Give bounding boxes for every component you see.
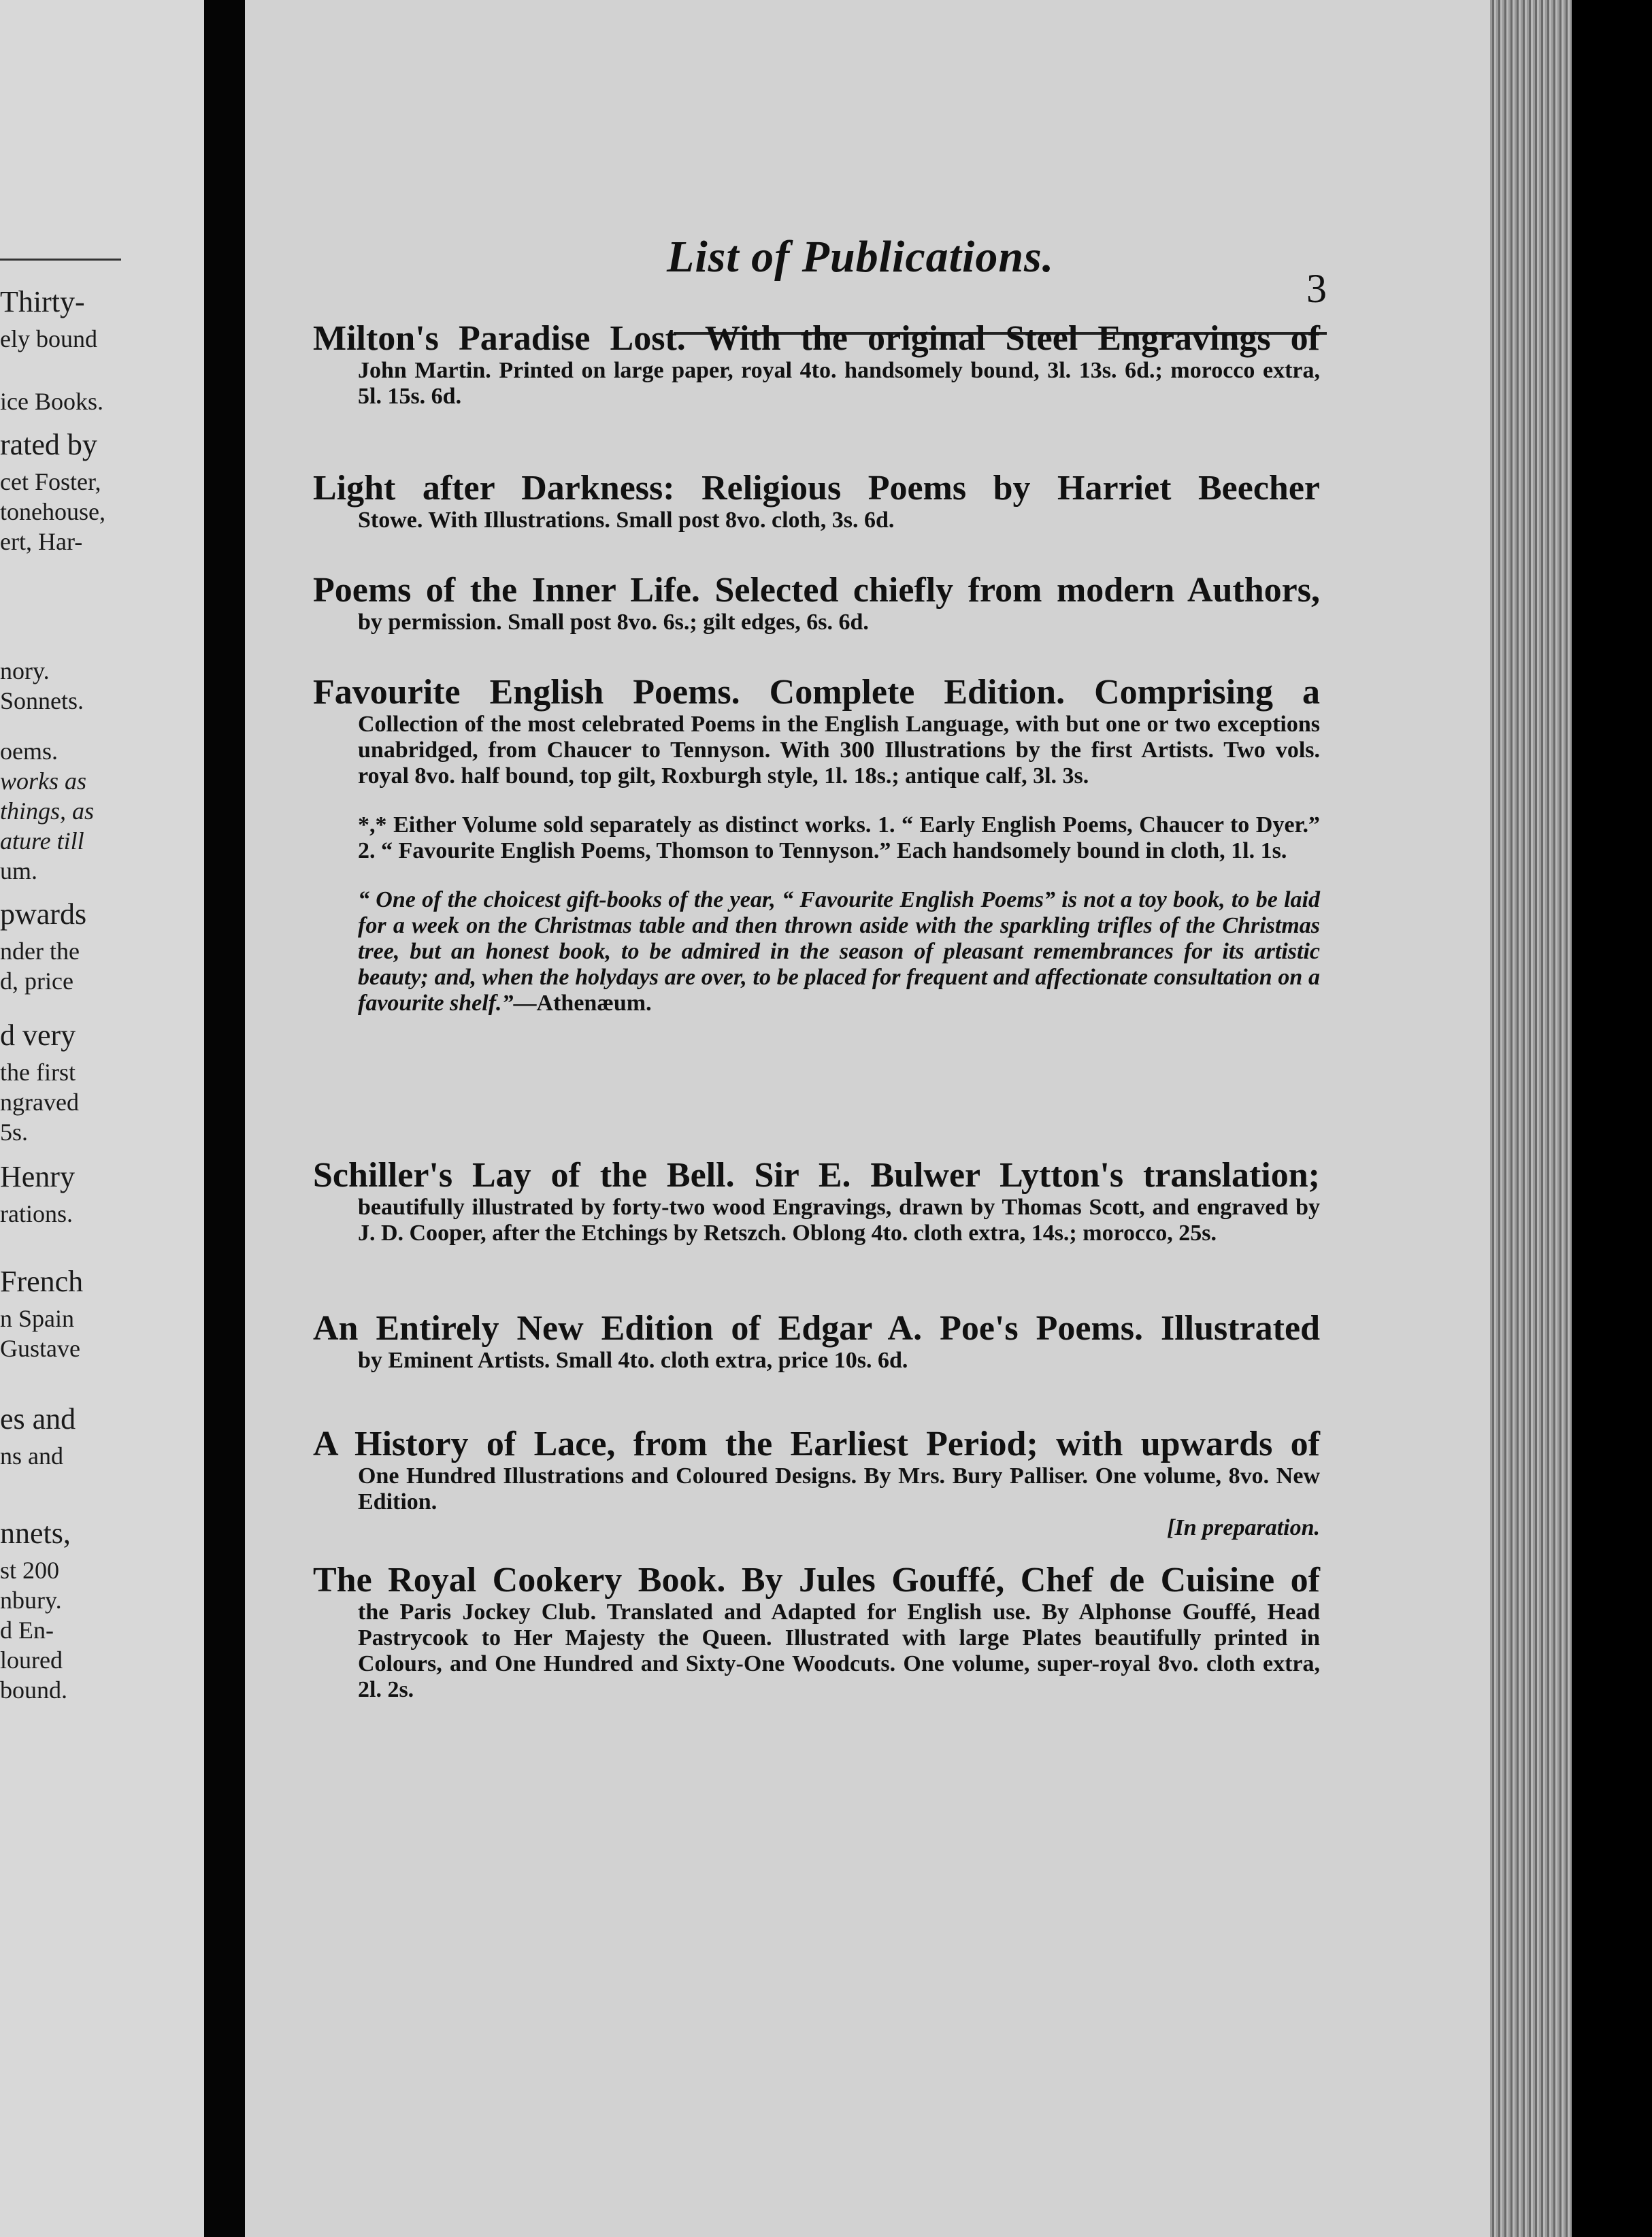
facing-page-line: cet Foster,: [0, 468, 101, 495]
entry-heading: Poems of the Inner Life. Selected chiefly from modern Authors,: [313, 571, 1320, 610]
facing-page-line: pwards: [0, 897, 87, 931]
page-number: 3: [1306, 266, 1327, 311]
review-source: —Athenæum.: [513, 991, 652, 1016]
entry-heading: The Royal Cookery Book. By Jules Gouffé, Chef de Cuisine of: [313, 1561, 1320, 1600]
facing-page-line: ns and: [0, 1442, 63, 1470]
facing-page-line: works as: [0, 767, 87, 795]
entry-royal-cookery-book: [313, 1561, 1320, 1703]
entry-body: beautifully illustrated by forty-two wood Engravings, drawn by Thomas Scott, and engraved by J. D. Cooper, after the Etchings by Retszch. Oblong 4to. cloth extra, 14s.; morocco, 25s.: [358, 1195, 1320, 1246]
facing-page-line: um.: [0, 857, 38, 884]
facing-page-line: nnets,: [0, 1517, 71, 1550]
facing-page-rule: [0, 259, 121, 261]
facing-page-line: d very: [0, 1018, 76, 1052]
entry-heading: Milton's Paradise Lost. With the original Steel Engravings of: [313, 319, 1320, 358]
entry-heading: Light after Darkness: Religious Poems by Harriet Beecher: [313, 469, 1320, 508]
entry-heading: Favourite English Poems. Complete Edition. Comprising a: [313, 673, 1320, 712]
facing-page-line: oems.: [0, 738, 58, 765]
running-title: List of Publications.: [667, 232, 1055, 282]
entry-heading: An Entirely New Edition of Edgar A. Poe's Poems. Illustrated: [313, 1309, 1320, 1348]
facing-page-line: loured: [0, 1646, 63, 1674]
facing-page-line: nder the: [0, 938, 80, 965]
review-text: “ One of the choicest gift-books of the year, “ Favourite English Poems” is not a toy book, to be laid for a week on the Christmas table and then thrown aside with the sparkling trifles of the Christmas tree, but an honest book, to be admired in the season of pleasant remembrances for its artistic beauty; and, when the holydays are over, to be placed for frequent and affectionate consultation on a favourite shelf.”: [358, 887, 1320, 1016]
entry-body: Collection of the most celebrated Poems in the English Language, with but one or two exceptions unabridged, from Chaucer to Tennyson. With 300 Illustrations by the first Artists. Two vols. royal 8vo. half bound, top gilt, Roxburgh style, 1l. 18s.; antique calf, 3l. 3s.: [358, 712, 1320, 789]
facing-page-line: nory.: [0, 657, 50, 684]
facing-page-line: Henry: [0, 1160, 75, 1193]
entry-body: by Eminent Artists. Small 4to. cloth extra, price 10s. 6d.: [358, 1348, 908, 1373]
entry-body: John Martin. Printed on large paper, royal 4to. handsomely bound, 3l. 13s. 6d.; morocco extra, 5l. 15s. 6d.: [358, 358, 1320, 409]
facing-page-line: ely bound: [0, 325, 97, 352]
facing-page-line: st 200: [0, 1557, 60, 1584]
entry-body: Stowe. With Illustrations. Small post 8vo. cloth, 3s. 6d.: [358, 508, 895, 533]
entry-body: the Paris Jockey Club. Translated and Adapted for English use. By Alphonse Gouffé, Head Pastrycook to Her Majesty the Queen. Illustrated with large Plates beautifully printed in Colours, and One Hundred and Sixty-One Woodcuts. One volume, super-royal 8vo. cloth extra, 2l. 2s.: [358, 1600, 1320, 1702]
book-gutter: [204, 0, 245, 2237]
facing-page-fragment: [0, 0, 204, 2237]
facing-page-line: ert, Har-: [0, 528, 83, 555]
facing-page-line: d, price: [0, 967, 73, 995]
facing-page-line: French: [0, 1265, 84, 1298]
facing-page-line: nbury.: [0, 1587, 62, 1614]
page-edges: [1490, 0, 1572, 2237]
facing-page-line: Sonnets.: [0, 687, 84, 714]
entry-heading: Schiller's Lay of the Bell. Sir E. Bulwer Lytton's translation;: [313, 1156, 1320, 1195]
facing-page-line: es and: [0, 1402, 76, 1436]
facing-page-line: Thirty-: [0, 285, 85, 318]
facing-page-line: rations.: [0, 1200, 73, 1227]
facing-page-line: tonehouse,: [0, 498, 105, 525]
entry-light-after-darkness: [313, 469, 1320, 533]
entry-review-quote: [313, 887, 1320, 1016]
entry-milton: [313, 320, 1320, 410]
facing-page-line: 5s.: [0, 1118, 29, 1146]
facing-page-line: Gustave: [0, 1335, 80, 1362]
facing-page-line: things, as: [0, 797, 95, 825]
entry-poe-poems: [313, 1310, 1320, 1374]
facing-page-line: bound.: [0, 1676, 67, 1704]
entry-history-of-lace: [313, 1425, 1320, 1541]
facing-page-line: rated by: [0, 428, 97, 461]
entry-favourite-english-poems: [313, 674, 1320, 1016]
entry-poems-inner-life: [313, 571, 1320, 635]
facing-page-line: d En-: [0, 1617, 54, 1644]
facing-page-line: ice Books.: [0, 388, 103, 415]
entry-status: [In preparation.: [1167, 1515, 1320, 1540]
entry-schiller-bell: [313, 1157, 1320, 1246]
entry-body: by permission. Small post 8vo. 6s.; gilt edges, 6s. 6d.: [358, 610, 869, 635]
entry-note: *,* Either Volume sold separately as distinct works. 1. “ Early English Poems, Chaucer to Dyer.” 2. “ Favourite English Poems, Thomson to Tennyson.” Each handsomely bound in cloth, 1l. 1s.: [358, 812, 1320, 863]
entry-heading: A History of Lace, from the Earliest Period; with upwards of: [313, 1425, 1320, 1463]
facing-page-line: ngraved: [0, 1089, 79, 1116]
facing-page-line: ature till: [0, 827, 84, 855]
facing-page-line: the first: [0, 1059, 76, 1086]
scan-border: [1572, 0, 1652, 2237]
entry-body: One Hundred Illustrations and Coloured Designs. By Mrs. Bury Palliser. One volume, 8vo. New Edition.: [358, 1463, 1320, 1514]
facing-page-line: n Spain: [0, 1305, 75, 1332]
